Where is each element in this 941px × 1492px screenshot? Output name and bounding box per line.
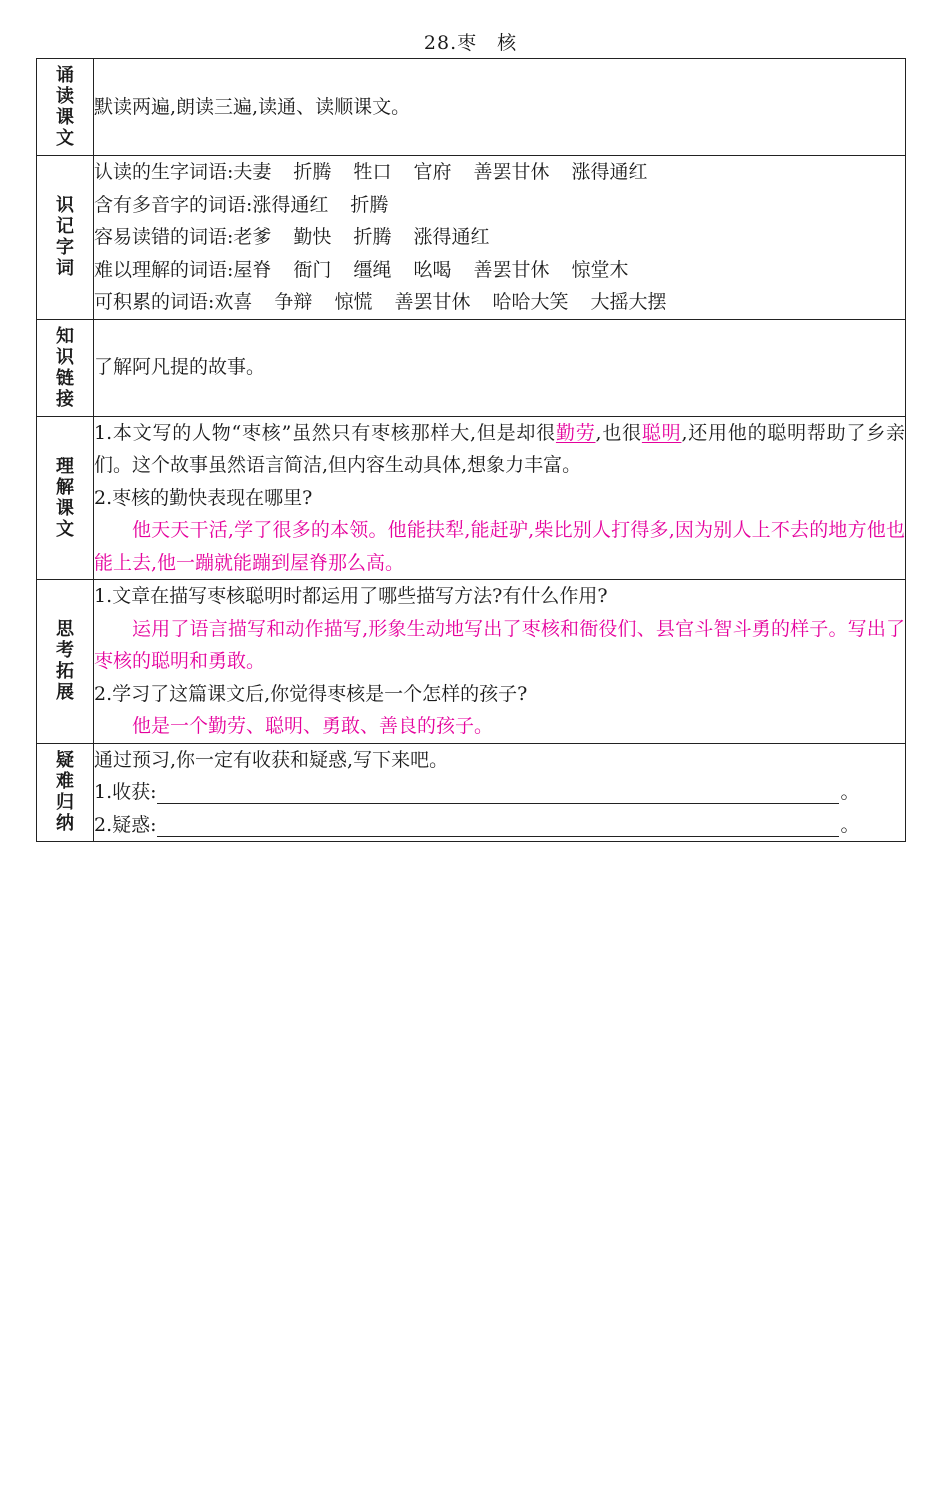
vocab-word: 涨得通红 — [413, 226, 490, 248]
vocab-word: 缰绳 — [353, 258, 392, 281]
understand-text: ,还用他的聪明帮助了乡亲们。这个故事虽然语言简洁,但内容生动具体,想象力丰富。 — [94, 421, 905, 476]
vocab-word: 屋脊 — [233, 258, 272, 281]
vocab-word: 哈哈大笑 — [492, 291, 569, 313]
vocab-word: 老爹 — [233, 226, 272, 248]
vocab-word: 惊慌 — [334, 291, 373, 313]
understand-text: ,也很 — [595, 421, 642, 444]
recite-text: 默读两遍,朗读三遍,读通、读顺课文。 — [94, 95, 411, 118]
vocab-word: 吆喝 — [413, 258, 452, 281]
think-question-1: 1.文章在描写枣核聪明时都运用了哪些描写方法?有什么作用? — [94, 585, 608, 607]
understand-paragraph-1 — [94, 417, 905, 482]
vocab-word: 善罢甘休 — [473, 258, 550, 281]
vocab-word: 衙门 — [293, 258, 332, 281]
vocab-row — [94, 254, 905, 287]
vocab-prefix: 容易读错的词语: — [94, 226, 234, 248]
gain-answer-blank[interactable] — [157, 781, 839, 804]
doubt-end-mark: 。 — [840, 813, 860, 836]
vocab-word: 争辩 — [274, 291, 313, 313]
section-label: 疑难归纳 — [56, 750, 74, 835]
vocab-word: 涨得通红 — [252, 193, 329, 216]
vocab-word: 欢喜 — [214, 291, 253, 313]
vocab-row — [94, 286, 905, 319]
doubt-answer-blank[interactable] — [157, 814, 839, 837]
doubt-line — [94, 809, 905, 842]
section-understand — [37, 416, 906, 580]
section-vocab — [37, 156, 906, 320]
vocab-word: 善罢甘休 — [394, 291, 471, 313]
page-title: 28.枣 核 — [423, 32, 518, 54]
understand-answer-2: 他天天干活,学了很多的本领。他能扶犁,能赶驴,柴比别人打得多,因为别人上不去的地方他也能上去,他一蹦就能蹦到屋脊那么高。 — [94, 519, 905, 574]
think-answer-1: 运用了语言描写和动作描写,形象生动地写出了枣核和衙役们、县官斗智斗勇的样子。写出了枣核的聪明和勇敢。 — [94, 617, 905, 672]
vocab-word: 官府 — [413, 161, 452, 183]
understand-question-2: 2.枣核的勤快表现在哪里? — [94, 486, 313, 509]
vocab-word: 大摇大摆 — [590, 291, 667, 313]
section-recite — [37, 59, 906, 156]
vocab-word: 折腾 — [293, 161, 332, 183]
summary-intro: 通过预习,你一定有收获和疑惑,写下来吧。 — [94, 748, 449, 771]
knowledge-text: 了解阿凡提的故事。 — [94, 356, 266, 379]
highlight-diligent: 勤劳 — [555, 421, 596, 444]
highlight-smart: 聪明 — [641, 421, 682, 444]
gain-label: 1.收获: — [94, 781, 157, 803]
think-question-2: 2.学习了这篇课文后,你觉得枣核是一个怎样的孩子? — [94, 682, 528, 705]
section-label: 知识链接 — [56, 325, 74, 410]
section-knowledge — [37, 319, 906, 416]
preview-worksheet — [36, 58, 906, 842]
section-label: 理解课文 — [56, 455, 74, 540]
vocab-prefix: 难以理解的词语: — [94, 258, 234, 281]
vocab-row — [94, 189, 905, 222]
gain-end-mark: 。 — [840, 781, 860, 803]
vocab-prefix: 可积累的词语: — [94, 291, 215, 313]
section-label: 识记字词 — [56, 195, 74, 280]
vocab-word: 善罢甘休 — [473, 161, 550, 183]
section-label: 诵读课文 — [56, 65, 74, 149]
vocab-word: 牲口 — [353, 161, 392, 183]
vocab-word: 惊堂木 — [571, 258, 629, 281]
vocab-word: 涨得通红 — [571, 161, 648, 183]
vocab-row — [94, 156, 905, 189]
section-think — [37, 580, 906, 744]
vocab-prefix: 认读的生字词语: — [94, 161, 234, 183]
vocab-word: 勤快 — [293, 226, 332, 248]
vocab-word: 折腾 — [353, 226, 392, 248]
understand-text: 1.本文写的人物“枣核”虽然只有枣核那样大,但是却很 — [94, 421, 556, 444]
vocab-word: 夫妻 — [233, 161, 272, 183]
vocab-row — [94, 221, 905, 254]
vocab-word: 折腾 — [350, 193, 389, 216]
vocab-prefix: 含有多音字的词语: — [94, 193, 253, 216]
doubt-label: 2.疑惑: — [94, 813, 157, 836]
think-answer-2: 他是一个勤劳、聪明、勇敢、善良的孩子。 — [132, 715, 494, 737]
section-label: 思考拓展 — [56, 619, 74, 704]
section-summary — [37, 743, 906, 842]
gain-line — [94, 776, 905, 809]
